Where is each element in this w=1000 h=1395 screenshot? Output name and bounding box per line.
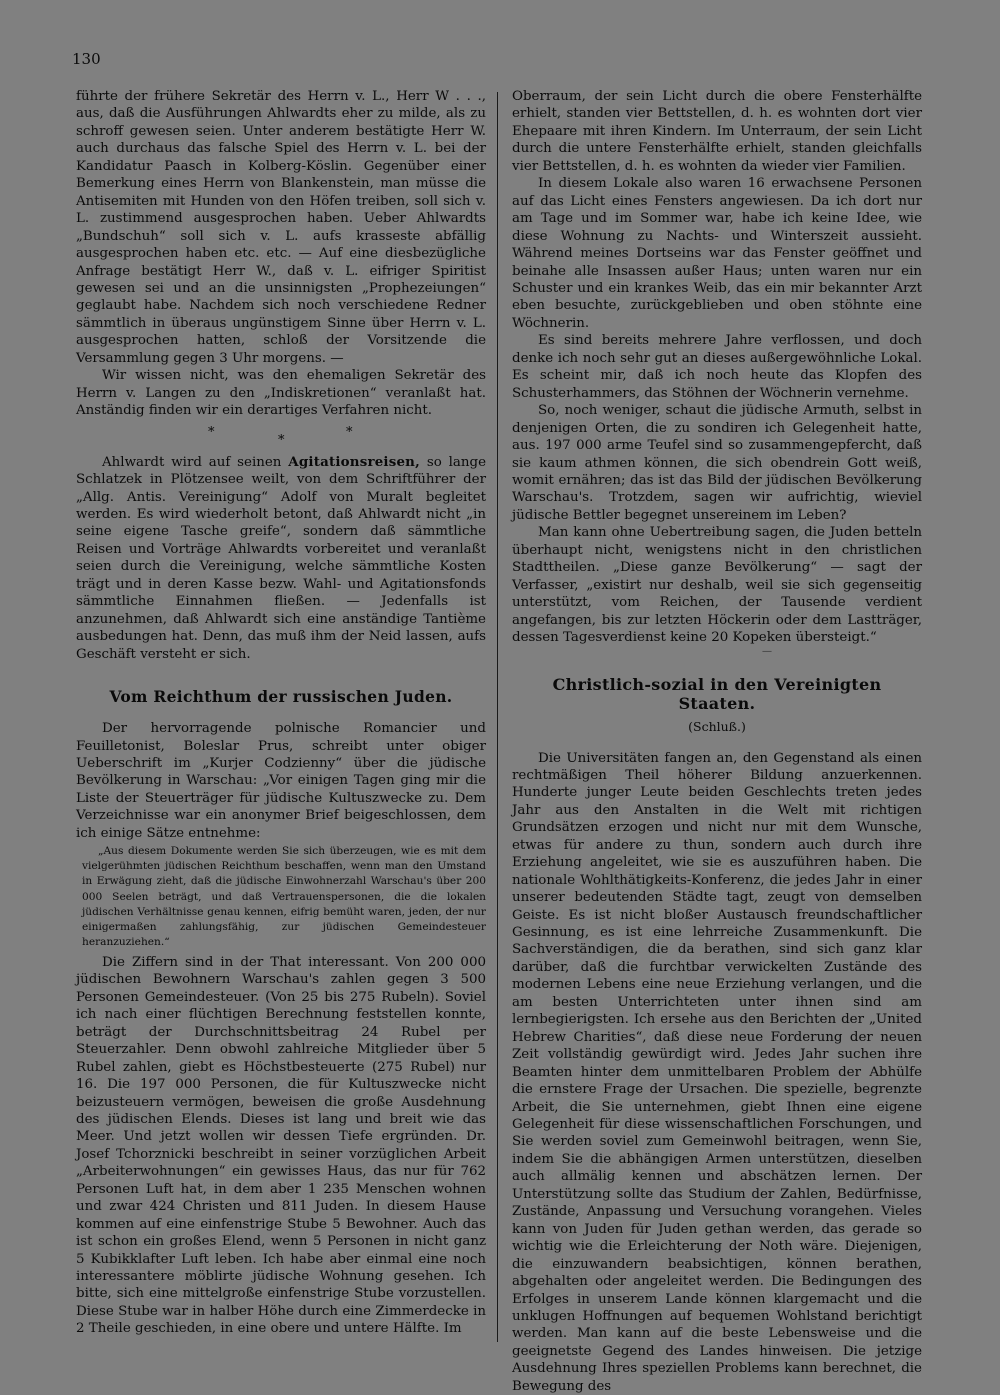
paragraph: Wir wissen nicht, was den ehemaligen Sekretär des Herrn v. Langen zu den „Indiskretionen“ veranlaßt hat. Anständig finden wir ein derartiges Verfahren nicht. bbox=[76, 367, 486, 419]
paragraph: führte der frühere Sekretär des Herrn v. L., Herr W . . ., aus, daß die Ausführungen Ahlwardts eher zu milde, als zu schroff gewesen seien. Unter anderem bestätigte Herr W. auch durchaus das falsche Spiel des Herrn v. L. bei der Kandidatur Paasch in Kolberg-Köslin. Gegenüber einer Bemerkung eines Herrn von Blankenstein, man müsse die Antisemiten mit Hunden von den Höfen treiben, soll sich v. L. zustimmend ausgesprochen haben. Ueber Ahlwardts „Bundschuh“ soll sich v. L. aufs krasseste abfällig ausgesprochen haben etc. etc. — Auf eine diesbezügliche Anfrage bestätigt Herr W., daß v. L. eifriger Spiritist gewesen sei und an die unsinnigsten „Prophezeiungen“ geglaubt habe. Nachdem sich noch verschiedene Redner sämmtlich in überaus ungünstigem Sinne über Herrn v. L. ausgesprochen hatten, schloß der Vorsitzende die Versammlung gegen 3 Uhr morgens. — bbox=[76, 88, 486, 367]
agitation-paragraph bbox=[76, 454, 486, 663]
paragraph: In diesem Lokale also waren 16 erwachsene Personen auf das Licht eines Fensters angewiesen. Da ich dort nur am Tage und im Sommer war, habe ich keine Idee, wie diese Wohnung zu Nachts- und Winterszeit aussieht. Während meines Dortseins war das Fenster geöffnet und beinahe alle Insassen außer Haus; unten waren nur ein Schuster und ein krankes Weib, das ein mir bekannter Arzt eben besuchte, zurückgeblieben und oben stöhnte eine Wöchnerin. bbox=[512, 175, 922, 332]
paragraph: Die Ziffern sind in der That interessant. Von 200 000 jüdischen Bewohnern Warschau's zahlen gegen 3 500 Personen Gemeindesteuer. (Von 25 bis 275 Rubeln). Soviel ich nach einer flüchtigen Berechnung feststellen konnte, beträgt der Durchschnittsbeitrag 24 Rubel per Steuerzahler. Denn obwohl zahlreiche Mitglieder über 5 Rubel zahlen, giebt es Höchstbesteuerte (275 Rubel) nur 16. Die 197 000 Personen, die für Kultuszwecke nicht beizusteuern vermögen, beweisen die große Ausdehnung des jüdischen Elends. Dieses ist lang und breit wie das Meer. Und jetzt wollen wir dessen Tiefe ergründen. Dr. Josef Tchorznicki beschreibt in seiner vorzüglichen Arbeit „Arbeiterwohnungen“ ein gewisses Haus, das nur für 762 Personen Luft hat, in dem aber 1 235 Menschen wohnen und zwar 424 Christen und 811 Juden. In diesem Hause kommen auf eine einfenstrige Stube 5 Bewohner. Auch das ist schon ein großes Elend, wenn 5 Personen in nicht ganz 5 Kubikklafter Luft leben. Ich habe aber einmal eine noch interessantere möblirte jüdische Wohnung gesehen. Ich bitte, sich eine mittelgroße einfenstrige Stube vorzustellen. Diese Stube war in halber Höhe durch eine Zimmerdecke in 2 Theile geschieden, in eine obere und untere Hälfte. Im bbox=[76, 954, 486, 1338]
paragraph: Oberraum, der sein Licht durch die obere Fensterhälfte erhielt, standen vier Bettstellen, d. h. es wohnten dort vier Ehepaare mit ihren Kindern. Im Unterraum, der sein Licht durch die untere Fensterhälfte erhielt, standen gleichfalls vier Bettstellen, d. h. es wohnten da wieder vier Familien. bbox=[512, 88, 922, 175]
left-column bbox=[76, 88, 486, 1338]
small-rule bbox=[512, 738, 922, 750]
star-separator bbox=[76, 424, 486, 448]
small-rule: — bbox=[512, 647, 922, 653]
star: * bbox=[278, 432, 285, 449]
section-subtitle: (Schluß.) bbox=[512, 719, 922, 734]
right-column bbox=[512, 88, 922, 1395]
small-rule bbox=[76, 663, 486, 683]
section-title: Christlich-sozial in den Vereinigten Staaten. bbox=[512, 675, 922, 713]
star: * bbox=[346, 424, 353, 441]
section-title: Vom Reichthum der russischen Juden. bbox=[76, 687, 486, 706]
text-run: Ahlwardt wird auf seinen bbox=[102, 455, 288, 470]
paragraph: Der hervorragende polnische Romancier und Feuilletonist, Boleslar Prus, schreibt unter obiger Ueberschrift im „Kurjer Codzienny“ über die jüdische Bevölkerung in Warschau: „Vor einigen Tagen ging mir die Liste der Steuerträger für jüdische Kultuszwecke zu. Dem Verzeichnisse war ein anonymer Brief beigeschlossen, dem ich einige Sätze entnehme: bbox=[76, 720, 486, 842]
text-run: so lange Schlatzek in Plötzensee weilt, von dem Schriftführer der „Allg. Antis. Vereinigung“ Adolf von Muralt begleitet werden. Es wird wiederholt betont, daß Ahlwardt nicht „in seine eigene Tasche greife“, sondern daß sämmtliche Reisen und Vorträge Ahlwardts vorbereitet und veranlaßt seien durch die Vereinigung, welche sämmtliche Kosten trägt und in deren Kasse bezw. Wahl- und Agitationsfonds sämmtliche Einnahmen fließen. — Jedenfalls ist anzunehmen, daß Ahlwardt sich eine anständige Tantième ausbedungen hat. Denn, das muß ihm der Neid lassen, aufs Geschäft versteht er sich. bbox=[76, 455, 486, 662]
quote-block: „Aus diesem Dokumente werden Sie sich überzeugen, wie es mit dem vielgerühmten jüdischen Reichthum beschaffen, wenn man den Umstand in Erwägung zieht, daß die jüdische Einwohnerzahl Warschau's über 200 000 Seelen beträgt, und daß Vertrauenspersonen, die die lokalen jüdischen Verhältnisse genau kennen, eifrig bemüht waren, jeden, der nur einigermaßen zahlungsfähig, zur jüdischen Gemeindesteuer heranzuziehen.“ bbox=[82, 844, 486, 950]
paragraph: So, noch weniger, schaut die jüdische Armuth, selbst in denjenigen Orten, die zu sondiren ich Gelegenheit hatte, aus. 197 000 arme Teufel sind so zusammengepfercht, daß sie kaum athmen können, die sich obendrein Gott weiß, womit ernähren; das ist das Bild der jüdischen Bevölkerung Warschau's. Trotzdem, sagen wir aufrichtig, wieviel jüdische Bettler begegnet unsereinem im Leben? bbox=[512, 402, 922, 524]
paragraph: Man kann ohne Uebertreibung sagen, die Juden betteln überhaupt nicht, wenigstens nicht in den christlichen Stadttheilen. „Diese ganze Bevölkerung“ — sagt der Verfasser, „existirt nur deshalb, weil sie sich gegenseitig unterstützt, vom Reichen, der Tausende verdient angefangen, bis zur letzten Höckerin oder dem Lastträger, dessen Tagesverdienst keine 20 Kopeken übersteigt.“ bbox=[512, 524, 922, 646]
column-divider bbox=[497, 92, 498, 1342]
paragraph: Die Universitäten fangen an, den Gegenstand als einen rechtmäßigen Theil höherer Bildung anzuerkennen. Hunderte junger Leute beiden Geschlechts treten jedes Jahr aus den Anstalten in die Welt mit richtigen Grundsätzen erzogen und nicht nur mit dem Wunsche, etwas für andere zu thun, sondern auch durch ihre Erziehung angeleitet, wie sie es auszuführen haben. Die nationale Wohlthätigkeits-Konferenz, die jedes Jahr in einer unserer bedeutenden Städte tagt, zeugt von demselben Geiste. Es ist nicht bloßer Austausch freundschaftlicher Gesinnung, es ist eine lehrreiche Zusammenkunft. Die Sachverständigen, die da berathen, sind sich ganz klar darüber, daß die furchtbar verwickelten Zustände des modernen Lebens eine neue Erziehung verlangen, und die am besten Unterrichteten unter ihnen sind am lernbegierigsten. Ich ersehe aus den Berichten der „United Hebrew Charities“, daß diese neue Forderung der neuen Zeit vollständig gewürdigt wird. Jedes Jahr suchen ihre Beamten hinter dem unmittelbaren Problem der Abhülfe die ernstere Frage der Ursachen. Die spezielle, begrenzte Arbeit, die Sie unternehmen, giebt Ihnen eine eigene Gelegenheit für diese wissenschaftlichen Forschungen, und Sie werden soviel zum Gemeinwohl beitragen, wenn Sie, indem Sie die abhängigen Armen unterstützen, dieselben auch allmälig kennen und abschätzen lernen. Der Unterstützung sollte das Studium der Zahlen, Bedürfnisse, Zustände, Anpassung und Versuchung vorangehen. Vieles kann von Juden für Juden gethan werden, das gerade so wichtig wie die Erleichterung der Noth wäre. Diejenigen, die einzuwandern beabsichtigen, können berathen, abgehalten oder angeleitet werden. Die Bedingungen des Erfolges in unserem Lande können klargemacht und die unklugen Hoffnungen auf bequemen Wohlstand berichtigt werden. Man kann auf die beste Lebensweise und die geeignetste Gegend des Landes hinweisen. Die jetzige Ausdehnung Ihres speziellen Problems kann berechnet, die Bewegung des bbox=[512, 750, 922, 1395]
star: * bbox=[208, 424, 215, 441]
paragraph: Es sind bereits mehrere Jahre verflossen, und doch denke ich noch sehr gut an dieses außergewöhnliche Lokal. Es scheint mir, daß ich noch heute das Klopfen des Schusterhammers, das Stöhnen der Wöchnerin vernehme. bbox=[512, 332, 922, 402]
bold-term: Agitationsreisen, bbox=[288, 454, 420, 470]
page-number: 130 bbox=[72, 50, 101, 68]
